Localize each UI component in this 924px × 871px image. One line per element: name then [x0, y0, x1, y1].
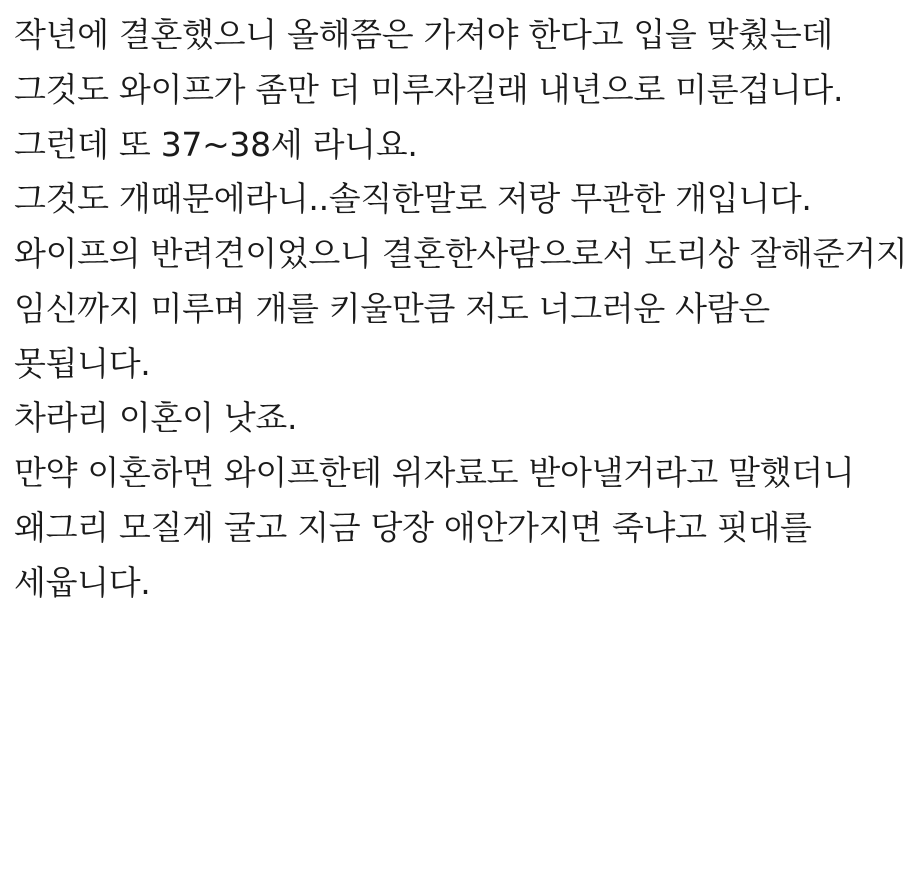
paragraph-3: 그것도 개때문에라니..솔직한말로 저랑 무관한 개입니다. [14, 179, 812, 219]
paragraph-5: 차라리 이혼이 낫죠. [14, 398, 298, 438]
paragraph-6: 만약 이혼하면 와이프한테 위자료도 받아낼거라고 말했더니 왜그리 모질게 굴고 지금 당장 애안가지면 죽냐고 핏대를 세웁니다. [14, 453, 865, 602]
paragraph-1: 작년에 결혼했으니 올해쯤은 가져야 한다고 입을 맞췄는데 그것도 와이프가 좀만 더 미루자길래 내년으로 미룬겁니다. [14, 15, 844, 109]
paragraph-2: 그런데 또 37~38세 라니요. [14, 124, 418, 164]
paragraph-4: 와이프의 반려견이었으니 결혼한사람으로서 도리상 잘해준거지 임신까지 미루며 개를 키울만큼 저도 너그러운 사람은 못됩니다. [14, 234, 918, 383]
